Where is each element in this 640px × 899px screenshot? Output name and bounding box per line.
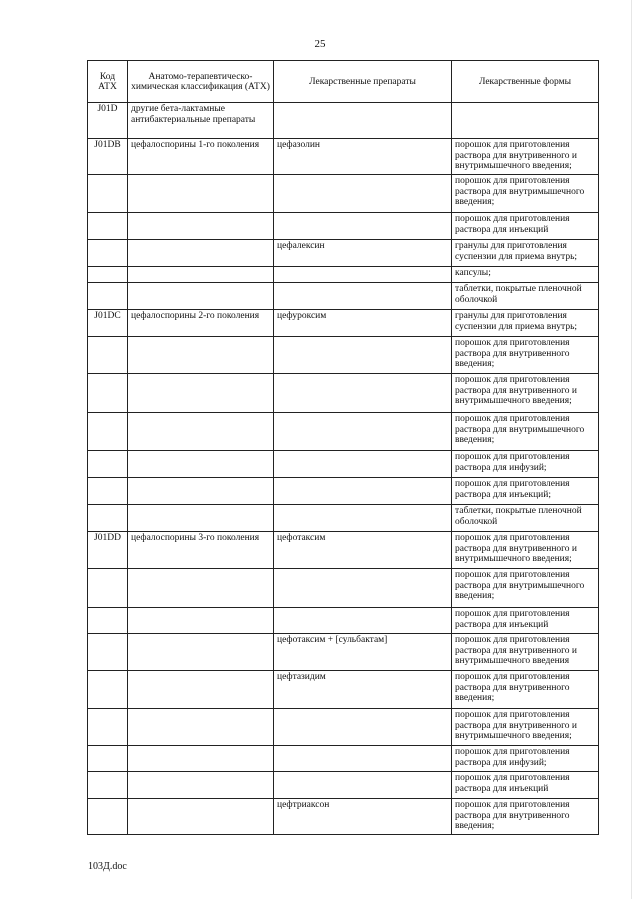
header-dosage-forms: Лекарственные формы bbox=[452, 61, 599, 103]
dosage-form-cell: таблетки, покрытые пленочной оболочкой bbox=[452, 283, 599, 310]
dosage-form-cell: порошок для приготовления раствора для внутривенного и внутримышечного введения; bbox=[452, 532, 599, 569]
classification-cell bbox=[128, 374, 274, 413]
dosage-form-cell: порошок для приготовления раствора для инъекций bbox=[452, 772, 599, 799]
atc-code-cell bbox=[88, 634, 128, 671]
classification-cell: цефалоспорины 3-го поколения bbox=[128, 532, 274, 569]
table-row bbox=[88, 478, 599, 505]
table-row bbox=[88, 709, 599, 746]
classification-cell bbox=[128, 746, 274, 772]
classification-cell bbox=[128, 478, 274, 505]
scan-edge-line bbox=[631, 0, 632, 899]
drug-cell bbox=[274, 451, 452, 478]
atc-code-cell bbox=[88, 709, 128, 746]
table-row bbox=[88, 240, 599, 267]
dosage-form-cell: порошок для приготовления раствора для внутривенного введения; bbox=[452, 799, 599, 835]
classification-cell: другие бета-лактамные антибактериальные препараты bbox=[128, 103, 274, 139]
dosage-form-cell: порошок для приготовления раствора для инфузий; bbox=[452, 746, 599, 772]
drug-cell bbox=[274, 569, 452, 608]
classification-cell bbox=[128, 451, 274, 478]
dosage-form-cell: капсулы; bbox=[452, 267, 599, 283]
drug-cell: цефтазидим bbox=[274, 671, 452, 709]
classification-cell bbox=[128, 799, 274, 835]
classification-cell bbox=[128, 772, 274, 799]
table-row bbox=[88, 139, 599, 175]
dosage-form-cell bbox=[452, 103, 599, 139]
atc-code-cell: J01DB bbox=[88, 139, 128, 175]
dosage-form-cell: порошок для приготовления раствора для внутримышечного введения; bbox=[452, 569, 599, 608]
dosage-form-cell: порошок для приготовления раствора для внутривенного введения; bbox=[452, 671, 599, 709]
drug-cell: цефуроксим bbox=[274, 310, 452, 337]
dosage-form-cell: гранулы для приготовления суспензии для приема внутрь; bbox=[452, 310, 599, 337]
drug-cell: цефазолин bbox=[274, 139, 452, 175]
classification-cell bbox=[128, 283, 274, 310]
atc-code-cell bbox=[88, 175, 128, 213]
table-row bbox=[88, 267, 599, 283]
drug-cell bbox=[274, 772, 452, 799]
dosage-form-cell: порошок для приготовления раствора для внутривенного введения; bbox=[452, 337, 599, 374]
classification-cell: цефалоспорины 2-го поколения bbox=[128, 310, 274, 337]
table-row bbox=[88, 532, 599, 569]
table-row bbox=[88, 103, 599, 139]
dosage-form-cell: таблетки, покрытые пленочной оболочкой bbox=[452, 505, 599, 532]
drug-cell bbox=[274, 413, 452, 451]
classification-cell bbox=[128, 337, 274, 374]
atc-code-cell bbox=[88, 478, 128, 505]
header-atc-code: Код АТХ bbox=[88, 61, 128, 103]
table-row bbox=[88, 413, 599, 451]
atc-code-cell bbox=[88, 671, 128, 709]
dosage-form-cell: порошок для приготовления раствора для внутривенного и внутримышечного введения bbox=[452, 634, 599, 671]
dosage-form-cell: порошок для приготовления раствора для внутримышечного введения; bbox=[452, 413, 599, 451]
drug-cell: цефотаксим + [сульбактам] bbox=[274, 634, 452, 671]
atc-code-cell bbox=[88, 240, 128, 267]
classification-cell bbox=[128, 634, 274, 671]
table-row bbox=[88, 746, 599, 772]
dosage-form-cell: порошок для приготовления раствора для внутривенного и внутримышечного введения; bbox=[452, 374, 599, 413]
drug-cell: цефотаксим bbox=[274, 532, 452, 569]
table-row bbox=[88, 451, 599, 478]
dosage-form-cell: порошок для приготовления раствора для инъекций bbox=[452, 608, 599, 634]
drug-cell bbox=[274, 608, 452, 634]
document-filename: 103Д.doc bbox=[88, 861, 127, 872]
table-row bbox=[88, 634, 599, 671]
atc-code-cell bbox=[88, 746, 128, 772]
dosage-form-cell: порошок для приготовления раствора для внутривенного и внутримышечного введения; bbox=[452, 709, 599, 746]
classification-cell bbox=[128, 608, 274, 634]
drug-cell bbox=[274, 267, 452, 283]
drug-cell bbox=[274, 213, 452, 240]
classification-cell bbox=[128, 175, 274, 213]
atc-code-cell bbox=[88, 505, 128, 532]
dosage-form-cell: гранулы для приготовления суспензии для приема внутрь; bbox=[452, 240, 599, 267]
table-body bbox=[88, 103, 599, 835]
table-row bbox=[88, 608, 599, 634]
header-drugs: Лекарственные препараты bbox=[274, 61, 452, 103]
drug-cell bbox=[274, 478, 452, 505]
drug-cell bbox=[274, 283, 452, 310]
classification-cell bbox=[128, 709, 274, 746]
dosage-form-cell: порошок для приготовления раствора для внутримышечного введения; bbox=[452, 175, 599, 213]
atc-code-cell: J01DC bbox=[88, 310, 128, 337]
table-row bbox=[88, 175, 599, 213]
table-row bbox=[88, 310, 599, 337]
atc-code-cell bbox=[88, 337, 128, 374]
classification-cell bbox=[128, 505, 274, 532]
drug-cell bbox=[274, 746, 452, 772]
atc-code-cell: J01D bbox=[88, 103, 128, 139]
atc-code-cell bbox=[88, 451, 128, 478]
drug-cell bbox=[274, 505, 452, 532]
table-row bbox=[88, 799, 599, 835]
atc-code-cell bbox=[88, 213, 128, 240]
classification-cell bbox=[128, 267, 274, 283]
classification-cell: цефалоспорины 1-го поколения bbox=[128, 139, 274, 175]
drug-cell bbox=[274, 374, 452, 413]
dosage-form-cell: порошок для приготовления раствора для инъекций; bbox=[452, 478, 599, 505]
atc-code-cell bbox=[88, 267, 128, 283]
table-row bbox=[88, 772, 599, 799]
atc-code-cell bbox=[88, 799, 128, 835]
drug-cell bbox=[274, 103, 452, 139]
table-row bbox=[88, 505, 599, 532]
atc-code-cell bbox=[88, 283, 128, 310]
table-row bbox=[88, 671, 599, 709]
classification-cell bbox=[128, 413, 274, 451]
dosage-form-cell: порошок для приготовления раствора для инъекций bbox=[452, 213, 599, 240]
table-row bbox=[88, 283, 599, 310]
header-classification: Анатомо-терапевтическо-химическая классификация (АТХ) bbox=[128, 61, 274, 103]
atc-code-cell bbox=[88, 772, 128, 799]
dosage-form-cell: порошок для приготовления раствора для внутривенного и внутримышечного введения; bbox=[452, 139, 599, 175]
drug-cell bbox=[274, 709, 452, 746]
table-row bbox=[88, 213, 599, 240]
table-row bbox=[88, 569, 599, 608]
atc-code-cell bbox=[88, 608, 128, 634]
dosage-form-cell: порошок для приготовления раствора для инфузий; bbox=[452, 451, 599, 478]
classification-cell bbox=[128, 671, 274, 709]
classification-cell bbox=[128, 240, 274, 267]
page-number: 25 bbox=[314, 38, 326, 50]
drug-cell: цефтриаксон bbox=[274, 799, 452, 835]
atc-code-cell bbox=[88, 569, 128, 608]
table-row bbox=[88, 374, 599, 413]
atc-code-cell: J01DD bbox=[88, 532, 128, 569]
table-header-row bbox=[88, 61, 599, 103]
atc-code-cell bbox=[88, 413, 128, 451]
drug-cell: цефалексин bbox=[274, 240, 452, 267]
table-row bbox=[88, 337, 599, 374]
drug-cell bbox=[274, 337, 452, 374]
classification-cell bbox=[128, 213, 274, 240]
drug-cell bbox=[274, 175, 452, 213]
classification-cell bbox=[128, 569, 274, 608]
atc-table bbox=[87, 60, 599, 835]
atc-code-cell bbox=[88, 374, 128, 413]
